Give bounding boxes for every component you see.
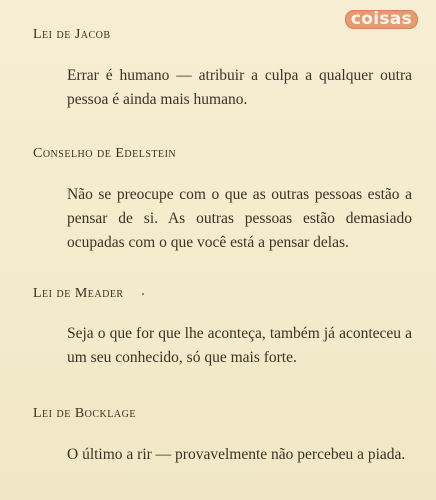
section-heading-jacob: Lei de Jacob xyxy=(33,27,111,42)
section-quote-bocklage: O último a rir — provavelmente não percebeu a piada. xyxy=(67,446,406,463)
section-quote-meader: Seja o que for que lhe aconteça, também já aconteceu a um seu conhecido, só que mais forte. xyxy=(67,325,412,366)
section-heading-bocklage: Lei de Bocklage xyxy=(33,406,136,421)
section-quote-edelstein: Não se preocupe com o que as outras pessoas estão a pensar de si. As outras pessoas estão demasiado ocupadas com o que você está a pensar delas. xyxy=(67,186,412,251)
section-heading-edelstein: Conselho de Edelstein xyxy=(33,146,177,161)
coisas-logo: coisas xyxy=(345,10,418,29)
section-heading-meader: Lei de Meader xyxy=(33,286,124,301)
print-speck xyxy=(142,293,144,295)
section-quote-jacob: Errar é humano — atribuir a culpa a qualquer outra pessoa é ainda mais humano. xyxy=(67,67,412,108)
